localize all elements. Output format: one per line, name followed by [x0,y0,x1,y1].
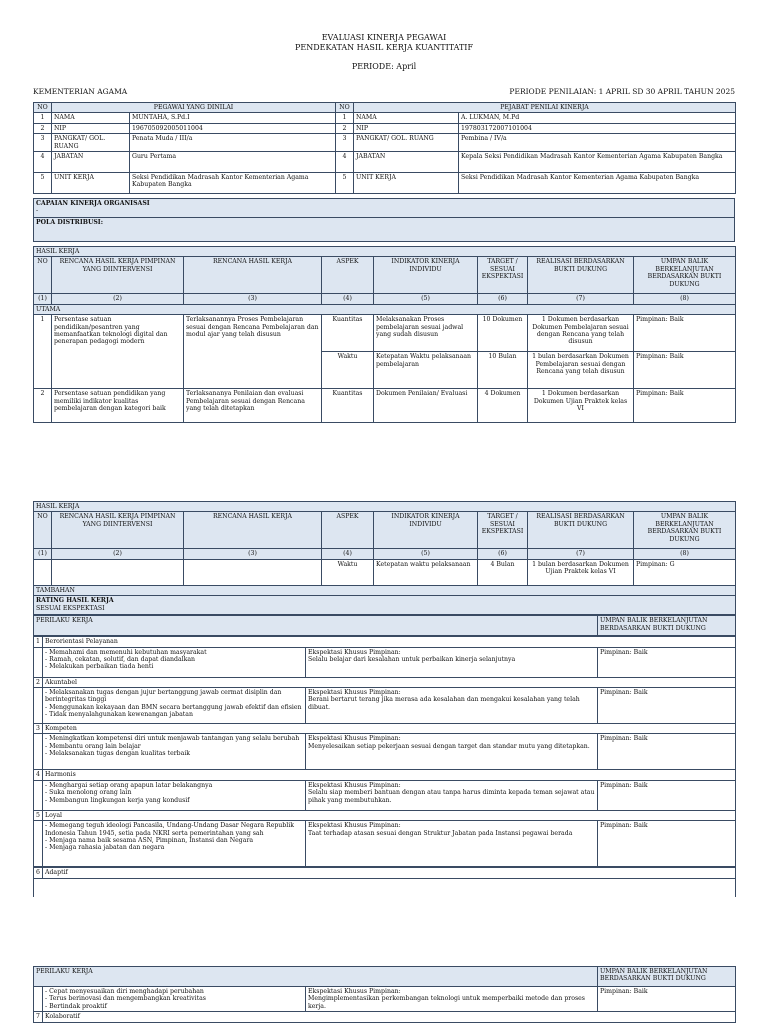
col-header: INDIKATOR KINERJA INDIVIDU [374,512,478,549]
expectation-label: Ekspektasi Khusus Pimpinan: [308,988,401,995]
expectation-label: Ekspektasi Khusus Pimpinan: [308,822,401,830]
behavior-title-row [34,1012,736,1022]
behavior-detail-row [34,987,736,1012]
rating-value: SESUAI EKSPEKTASI [36,604,105,612]
realization: 1 Dokumen berdasarkan Dokumen Ujian Praktek kelas VI [528,389,634,423]
row-label: NIP [354,123,459,133]
target: 10 Bulan [478,352,528,389]
work-results-header-row [34,512,736,549]
behavior-title-row [34,770,736,780]
behavior-point: - Ramah, cekatan, solutif, dan dapat diandalkan [45,656,303,663]
col-header: RENCANA HASIL KERJA [184,512,322,549]
work-results-section-row [34,247,736,257]
work-plan: Terlaksananya Penilaian dan evaluasi Pembelajaran sesuai dengan Rencana yang telah ditetapkan [184,389,322,423]
behavior-header: PERILAKU KERJA [34,967,598,987]
expectation-label: Ekspektasi Khusus Pimpinan: [308,689,401,697]
doc-period: PERIODE: April [351,62,417,71]
expectation-text: Selalu siap memberi bantuan dengan atau tanpa harus diminta kepada teman sejawat atau pihak yang membutuhkan. [308,789,595,804]
people-table [33,102,736,194]
empty-cell [34,647,43,677]
behavior-table-continued [33,966,736,1023]
behavior-feedback-header: UMPAN BALIK BERKELANJUTAN BERDASARKAN BUKTI DUKUNG [598,967,736,987]
employee-nip: 196705092005011004 [130,123,336,133]
rating-label: RATING HASIL KERJA [36,597,114,605]
behavior-point: - Memegang teguh ideologi Pancasila, Undang-Undang Dasar Negara Republik Indonesia Tahun 1945, setia pada NKRI serta pemerintahan yang sah [45,822,303,837]
feedback: Pimpinan: Baik [598,821,736,867]
assessor-rank: Pembina / IV/a [459,134,736,152]
behavior-points [43,647,306,677]
feedback: Pimpinan: Baik [598,647,736,677]
behavior-point: - Melakukan perbaikan tiada henti [45,663,303,670]
col-no-2: NO [336,103,354,113]
expectation-label: Ekspektasi Khusus Pimpinan: [308,735,401,743]
col-header: UMPAN BALIK BERKELANJUTAN BERDASARKAN BUKTI DUKUNG [634,257,736,294]
meta-row [33,87,735,96]
behavior-points [43,821,306,867]
col-header: REALISASI BERDASARKAN BUKTI DUKUNG [528,512,634,549]
behavior-detail-row [34,780,736,810]
col-number: (7) [528,294,634,304]
empty-cell [34,734,43,770]
work-results-table [33,246,736,423]
behavior-point: - Melaksanakan tugas dengan jujur bertanggung jawab cermat disiplin dan berintegritas tinggi [45,689,303,704]
assessment-period: PERIODE PENILAIAN: 1 APRIL SD 30 APRIL TAHUN 2025 [509,87,735,96]
behavior-points [43,987,306,1012]
behavior-point: - Cepat menyesuaikan diri menghadapi perubahan [45,988,303,995]
col-number: (5) [374,549,478,559]
col-number: (7) [528,549,634,559]
col-number: (6) [478,549,528,559]
col-header: NO [34,512,52,549]
work-plan: Terlaksanannya Proses Pembelajaran sesuai dengan Rencana Pembelajaran dan modul ajar yang telah disusun [184,315,322,389]
col-header: TARGET / SESUAI EKSPEKTASI [478,512,528,549]
behavior-expectation [306,688,598,724]
target: 4 Bulan [478,559,528,585]
indicator: Ketepatan Waktu pelaksanaan pembelajaran [374,352,478,389]
row-label: NIP [52,123,130,133]
distribution-label: POLA DISTRIBUSI: [34,218,735,242]
page-2 [33,501,735,897]
table-row [34,315,736,352]
expectation-label: Ekspektasi Khusus Pimpinan: [308,648,401,656]
behavior-point: - Menjaga rahasia jabatan dan negara [45,844,303,851]
expectation-text: Menyelesaikan setiap pekerjaan sesuai dengan target dan standar mutu yang ditetapkan. [308,742,590,750]
assessor-name: A. LUKMAN, M.Pd [459,113,736,123]
col-header: RENCANA HASIL KERJA [184,257,322,294]
behavior-title-row [34,637,736,647]
feedback: Pimpinan: Baik [598,688,736,724]
behavior-point: - Membangun lingkungan kerja yang kondusif [45,797,303,804]
row-label: UNIT KERJA [52,173,130,194]
column-number-row [34,549,736,559]
row-label: UNIT KERJA [354,173,459,194]
people-header-row [34,103,736,113]
behavior-no: 1 [34,637,43,647]
row-label: NAMA [354,113,459,123]
column-number-row [34,294,736,304]
work-results-header-row [34,257,736,294]
row-no: 4 [336,152,354,173]
people-row [34,173,736,194]
col-header: REALISASI BERDASARKAN BUKTI DUKUNG [528,257,634,294]
behavior-point: - Bertindak proaktif [45,1003,303,1010]
behavior-title-row [34,868,736,878]
col-number: (2) [52,549,184,559]
behavior-title: Kompeten [43,724,736,734]
behavior-item-6 [33,867,736,897]
col-number: (1) [34,294,52,304]
utama-label: UTAMA [34,304,736,314]
employee-position: Guru Pertama [130,152,336,173]
doc-subtitle: PENDEKATAN HASIL KERJA KUANTITATIF [294,43,474,52]
behavior-no: 4 [34,770,43,780]
work-results-label: HASIL KERJA [34,247,736,257]
col-header: ASPEK [322,512,374,549]
row-no: 5 [336,173,354,194]
behavior-point: - Meningkatkan kompetensi diri untuk menjawab tantangan yang selalu berubah [45,735,303,742]
empty-cell [34,780,43,810]
org-achievement-row [34,199,735,218]
behavior-header-row [34,616,736,636]
row-label: PANGKAT/ GOL. RUANG [354,134,459,152]
people-row [34,134,736,152]
col-number: (2) [52,294,184,304]
row-label: PANGKAT/ GOL. RUANG [52,134,130,152]
rating-row [34,596,736,615]
behavior-point: - Menjaga nama baik sesama ASN, Pimpinan, Instansi dan Negara [45,837,303,844]
behavior-items [33,636,736,867]
behavior-expectation [306,647,598,677]
behavior-expectation [306,780,598,810]
empty-cell [34,559,52,585]
behavior-title-row [34,677,736,687]
feedback: Pimpinan: Baik [634,352,736,389]
doc-title: EVALUASI KINERJA PEGAWAI [321,33,447,42]
expectation-label: Ekspektasi Khusus Pimpinan: [308,781,401,789]
behavior-feedback-header: UMPAN BALIK BERKELANJUTAN BERDASARKAN BUKTI DUKUNG [598,616,736,636]
empty-cell [34,987,43,1012]
col-number: (8) [634,549,736,559]
org-name: KEMENTERIAN AGAMA [33,87,128,96]
feedback: Pimpinan: Baik [634,389,736,423]
indicator: Ketepatan waktu pelaksanaan [374,559,478,585]
col-header: UMPAN BALIK BERKELANJUTAN BERDASARKAN BUKTI DUKUNG [634,512,736,549]
col-header: INDIKATOR KINERJA INDIVIDU [374,257,478,294]
col-header: TARGET / SESUAI EKSPEKTASI [478,257,528,294]
behavior-point: - Memahami dan memenuhi kebutuhan masyarakat [45,649,303,656]
org-achievement-value: - [36,207,39,215]
distribution-row [34,218,735,242]
empty-cell [184,559,322,585]
col-number: (3) [184,294,322,304]
col-number: (1) [34,549,52,559]
behavior-spacer-row [34,878,736,897]
employee-rank: Penata Muda / III/a [130,134,336,152]
col-number: (4) [322,549,374,559]
row-no: 5 [34,173,52,194]
behavior-detail-row [34,647,736,677]
behavior-header-row [34,967,736,987]
behavior-no: 5 [34,810,43,820]
row-no: 3 [336,134,354,152]
behavior-expectation [306,734,598,770]
target: 10 Dokumen [478,315,528,352]
empty-cell [34,821,43,867]
tambahan-row [34,585,736,595]
row-no: 4 [34,152,52,173]
utama-row [34,304,736,314]
behavior-point: - Menghargai setiap orang apapun latar belakangnya [45,782,303,789]
aspect: Waktu [322,352,374,389]
col-header: RENCANA HASIL KERJA PIMPINAN YANG DIINTERVENSI [52,512,184,549]
behavior-points [43,734,306,770]
empty-cell [34,688,43,724]
behavior-title: Kolaboratif [43,1012,736,1022]
row-label: JABATAN [354,152,459,173]
behavior-no: 3 [34,724,43,734]
empty-cell [52,559,184,585]
row-no: 2 [34,389,52,423]
col-header: RENCANA HASIL KERJA PIMPINAN YANG DIINTERVENSI [52,257,184,294]
table-row [34,389,736,423]
work-results-label: HASIL KERJA [34,502,736,512]
indicator: Dokumen Penilaian/ Evaluasi [374,389,478,423]
realization: 1 bulan berdasarkan Dokumen Ujian Praktek kelas VI [528,559,634,585]
assessor-unit: Seksi Pendidikan Madrasah Kantor Kementerian Agama Kabupaten Bangka [459,173,736,194]
behavior-point: - Terus berinovasi dan mengembangkan kreativitas [45,995,303,1002]
behavior-no: 2 [34,677,43,687]
behavior-title: Berorientasi Pelayanan [43,637,736,647]
behavior-title: Loyal [43,810,736,820]
people-row [34,152,736,173]
assessor-position: Kepala Seksi Pendidikan Madrasah Kantor Kementerian Agama Kabupaten Bangka [459,152,736,173]
col-header: NO [34,257,52,294]
col-assessor: PEJABAT PENILAI KINERJA [354,103,736,113]
expectation-text: Berani bertarut terang jika merasa ada kesalahan dan mengakui kesalahan yang telah dibuat. [308,696,580,711]
realization: 1 Dokumen berdasarkan Dokumen Pembelajaran sesuai dengan Rencana yang telah disusun [528,315,634,352]
employee-name: MUNTAHA, S.Pd.I [130,113,336,123]
behavior-title-row [34,810,736,820]
behavior-no: 7 [34,1012,43,1022]
col-number: (6) [478,294,528,304]
behavior-title: Adaptif [43,868,736,878]
assessor-nip: 197803172007101004 [459,123,736,133]
behavior-title: Harmonis [43,770,736,780]
empty-cell [34,878,736,897]
behavior-point: - Tidak menyalahgunakan kewenangan jabatan [45,711,303,718]
behavior-header: PERILAKU KERJA [34,616,598,636]
row-no: 2 [34,123,52,133]
row-label: NAMA [52,113,130,123]
behavior-no: 6 [34,868,43,878]
expectation-text: Taat terhadap atasan sesuai dengan Struktur Jabatan pada Instansi pegawai berada [308,829,573,837]
col-no: NO [34,103,52,113]
feedback: Pimpinan: Baik [598,987,736,1012]
col-employee: PEGAWAI YANG DINILAI [52,103,336,113]
people-row [34,123,736,133]
row-no: 1 [336,113,354,123]
col-number: (4) [322,294,374,304]
expectation-text: Mengimplementasikan perkembangan teknologi untuk memperbaiki metode dan proses kerja. [308,995,585,1010]
row-label: JABATAN [52,152,130,173]
feedback: Pimpinan: Baik [598,734,736,770]
behavior-detail-row [34,734,736,770]
feedback: Pimpinan: Baik [634,315,736,352]
people-section [33,102,735,423]
behavior-points [43,688,306,724]
leader-plan: Persentase satuan pendidikan yang memiliki indikator kualitas pembelajaran dengan kategori baik [52,389,184,423]
row-no: 3 [34,134,52,152]
aspect: Waktu [322,559,374,585]
behavior-points [43,780,306,810]
behavior-point: - Melaksanakan tugas dengan kualitas terbaik [45,750,303,757]
aspect: Kuantitas [322,389,374,423]
behavior-title: Akuntabel [43,677,736,687]
feedback: Pimpinan: G [634,559,736,585]
behavior-detail-row [34,688,736,724]
row-no: 1 [34,315,52,389]
col-number: (8) [634,294,736,304]
behavior-point: - Membantu orang lain belajar [45,743,303,750]
behavior-point: - Menggunakan kekayaan dan BMN secara bertanggung jawab efektif dan efisien [45,704,303,711]
col-number: (5) [374,294,478,304]
target: 4 Dokumen [478,389,528,423]
behavior-table [33,615,736,636]
behavior-detail-row [34,821,736,867]
table-row [34,559,736,585]
row-no: 1 [34,113,52,123]
tambahan-label: TAMBAHAN [34,585,736,595]
work-results-table-continued [33,501,736,615]
expectation-text: Selalu belajar dari kesalahan untuk perbaikan kinerja selanjutnya [308,656,516,664]
aspect: Kuantitas [322,315,374,352]
document-header [33,33,735,72]
col-header: ASPEK [322,257,374,294]
leader-plan: Persentase satuan pendidikan/pesantren yang memanfaatkan teknologi digital dan penerapan pedagogi modern [52,315,184,389]
row-no: 2 [336,123,354,133]
feedback: Pimpinan: Baik [598,780,736,810]
col-number: (3) [184,549,322,559]
people-row [34,113,736,123]
org-achievement-label: CAPAIAN KINERJA ORGANISASI [36,200,150,208]
indicator: Melaksanakan Proses pembelajaran sesuai jadwal yang sudah disusun [374,315,478,352]
behavior-point: - Suka menolong orang lain [45,789,303,796]
work-results-section-row [34,502,736,512]
realization: 1 bulan berdasarkan Dokumen Pembelajaran sesuai dengan Rencana yang telah disusun [528,352,634,389]
employee-unit: Seksi Pendidikan Madrasah Kantor Kementerian Agama Kabupaten Bangka [130,173,336,194]
behavior-expectation [306,987,598,1012]
behavior-title-row [34,724,736,734]
behavior-expectation [306,821,598,867]
page-3 [33,966,735,1023]
org-achievement-table [33,198,735,242]
